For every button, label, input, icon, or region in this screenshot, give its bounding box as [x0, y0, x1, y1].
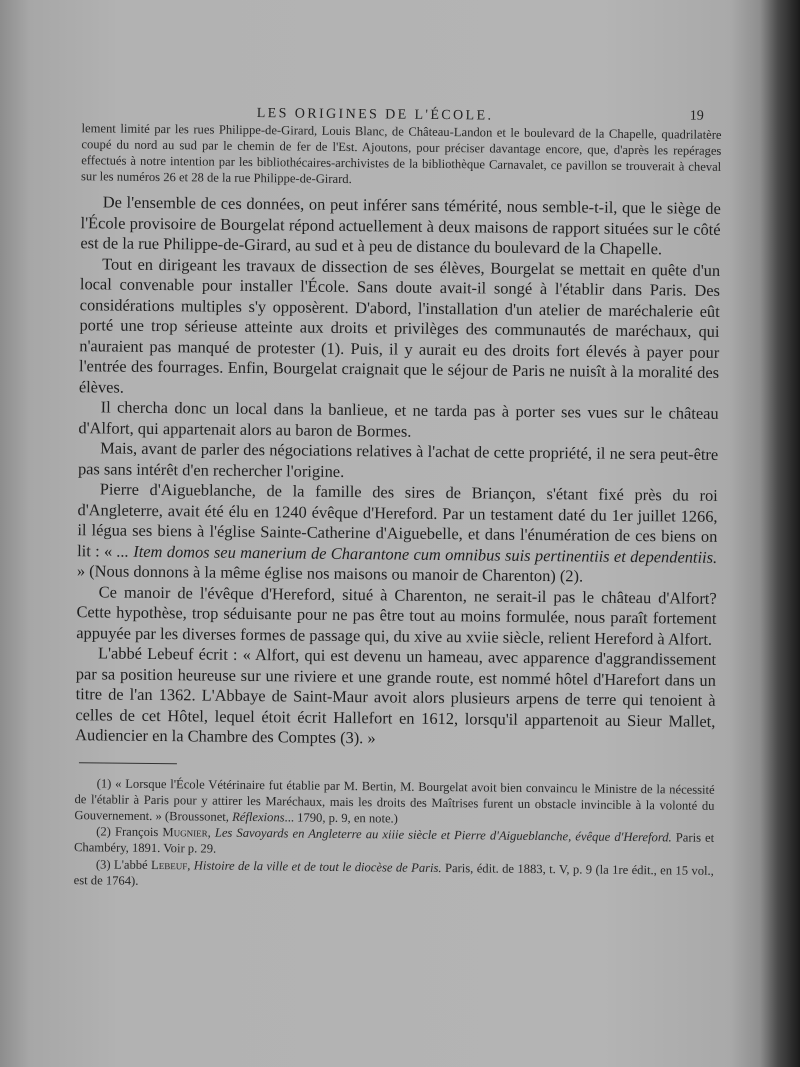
footnote-1-title: Réflexions: [232, 809, 285, 825]
paragraph-2: Tout en dirigeant les travaux de dissection de ses élèves, Bourgelat se mettait en quête d'un local convenable pour installer l'École. Sans doute avait-il songé à l'établir dans Paris. Des considérations multiples s'y opposèrent. D'abord, l'installation d'un atelier de maréchalerie eût porté une trop sérieuse atteinte aux droits et privilèges des communautés de maréchaux, qui n'auraient pas manqué de protester (1). Puis, il y aurait eu des droits fort élevés à payer pour l'entrée des fourrages. Enfin, Bourgelat craignait que le séjour de Paris ne nuisît à la moralité des élèves.: [78, 253, 721, 397]
paragraph-5: [77, 479, 718, 588]
footnote-2-separator: ,: [207, 825, 215, 840]
paragraph-7: L'abbé Lebeuf écrit : « Alfort, qui est devenu un hameau, avec apparence d'aggrandissement par sa position heureuse sur une riviere et une grande route, est nommé hôtel d'Harefort dans un titre de l'an 1362. L'Abbaye de Saint-Maur avoit alors plusieurs arpens de terre qui tenoient à celles de cet Hôtel, lequel étoit écrit Hallefort en 1612, lorsqu'il appartenoit au Sieur Mallet, Audiencier en la Chambre des Comptes (3). »: [75, 643, 717, 748]
footnote-3-author: Lebeuf: [151, 857, 188, 872]
footnotes: [74, 775, 715, 895]
paragraph-3: Il chercha donc un local dans la banlieue, et ne tarda pas à porter ses vues sur le château d'Alfort, qui appartenait alors au baron de Bormes.: [78, 397, 719, 441]
footnote-3-title: Histoire de la ville et de tout le diocèse de Paris.: [193, 857, 442, 875]
body-text: [75, 192, 721, 752]
paragraph-4: Mais, avant de parler des négociations relatives à l'achat de cette propriété, il ne sera peut-être pas sans intérêt d'en rechercher l'origine.: [77, 438, 719, 481]
footnote-2-text-b: Paris et Chambéry, 1891. Voir p. 29.: [73, 830, 715, 856]
footnote-3-text-a: (3) L'abbé: [95, 856, 152, 872]
page-header: [62, 88, 722, 125]
footnote-rule: [79, 762, 177, 764]
paragraph-5-text-b: » (Nous donnons à la même église nos maisons ou manoir de Charenton) (2).: [76, 561, 584, 586]
page-number: 19: [689, 108, 704, 124]
continued-footnote: lement limité par les rues Philippe-de-Girard, Louis Blanc, de Château-Landon et le boulevard de la Chapelle, quadrilatère coupé du nord au sud par le chemin de fer de l'Est. Ajoutons, pour préciser davantage encore, que, d'après les repérages effectués à notre intention par les bibliothécaires-archivistes de la bibliothèque Carnavalet, ce pavillon se trouverait à cheval sur les numéros 26 et 28 de la rue Philippe-de-Girard.: [81, 121, 722, 187]
paragraph-5-text-a: Pierre d'Aigueblanche, de la famille des sires de Briançon, s'étant fixé près du roi d'Angleterre, avait été élu en 1240 évêque d'Hereford. Par un testament daté du 1er juillet 1266, il légua ses biens à l'église Sainte-Catherine d'Aiguebelle, et dans l'énumération de ces biens on lit : «: [77, 479, 718, 561]
footnote-2-title: Les Savoyards en Angleterre au xiiie siècle et Pierre d'Aigueblanche, évêque d'Hereford.: [214, 825, 672, 845]
footnote-3-separator: ,: [187, 857, 194, 872]
footnote-1: [74, 775, 714, 830]
latin-quotation: ... Item domos seu manerium de Charantone cum omnibus suis pertinentiis et dependentiis.: [116, 541, 718, 567]
footnote-2-author: Mugnier: [162, 825, 208, 840]
footnote-2-text-a: (2) François: [96, 824, 163, 840]
footnote-3: [74, 856, 714, 895]
footnote-1-text-a: (1) « Lorsque l'École Vétérinaire fut établie par M. Bertin, M. Bourgelat avoit bien convaincu le Ministre de la nécessité de l'établir à Paris pour y attirer les Maréchaux, mais les droits des Maîtrises furent un obstacle invincible à la volonté du Gouvernement. » (Broussonet,: [74, 775, 715, 824]
running-head: LES ORIGINES DE L'ÉCOLE.: [256, 106, 494, 124]
footnote-1-text-b: ... 1790, p. 9, en note.): [284, 810, 398, 826]
paragraph-6: Ce manoir de l'évêque d'Hereford, situé à Charenton, ne serait-il pas le château d'Alfort? Cette hypothèse, trop séduisante pour ne pas être tout au moins formulée, nous paraît fortement appuyée par les diverses formes de passage qui, du xive au xviie siècle, relient Hereford à Alfort.: [76, 581, 717, 649]
footnote-3-text-b: Paris, édit. de 1883, t. V, p. 9 (la 1re édit., en 15 vol., est de 1764).: [73, 860, 714, 888]
book-page: [54, 88, 722, 895]
paragraph-1: De l'ensemble de ces données, on peut inférer sans témérité, nous semble-t-il, que le siège de l'École provisoire de Bourgelat répond actuellement à deux maisons de rapport situées sur le côté est de la rue Philippe-de-Girard, au sud et à peu de distance du boulevard de la Chapelle.: [80, 192, 721, 259]
